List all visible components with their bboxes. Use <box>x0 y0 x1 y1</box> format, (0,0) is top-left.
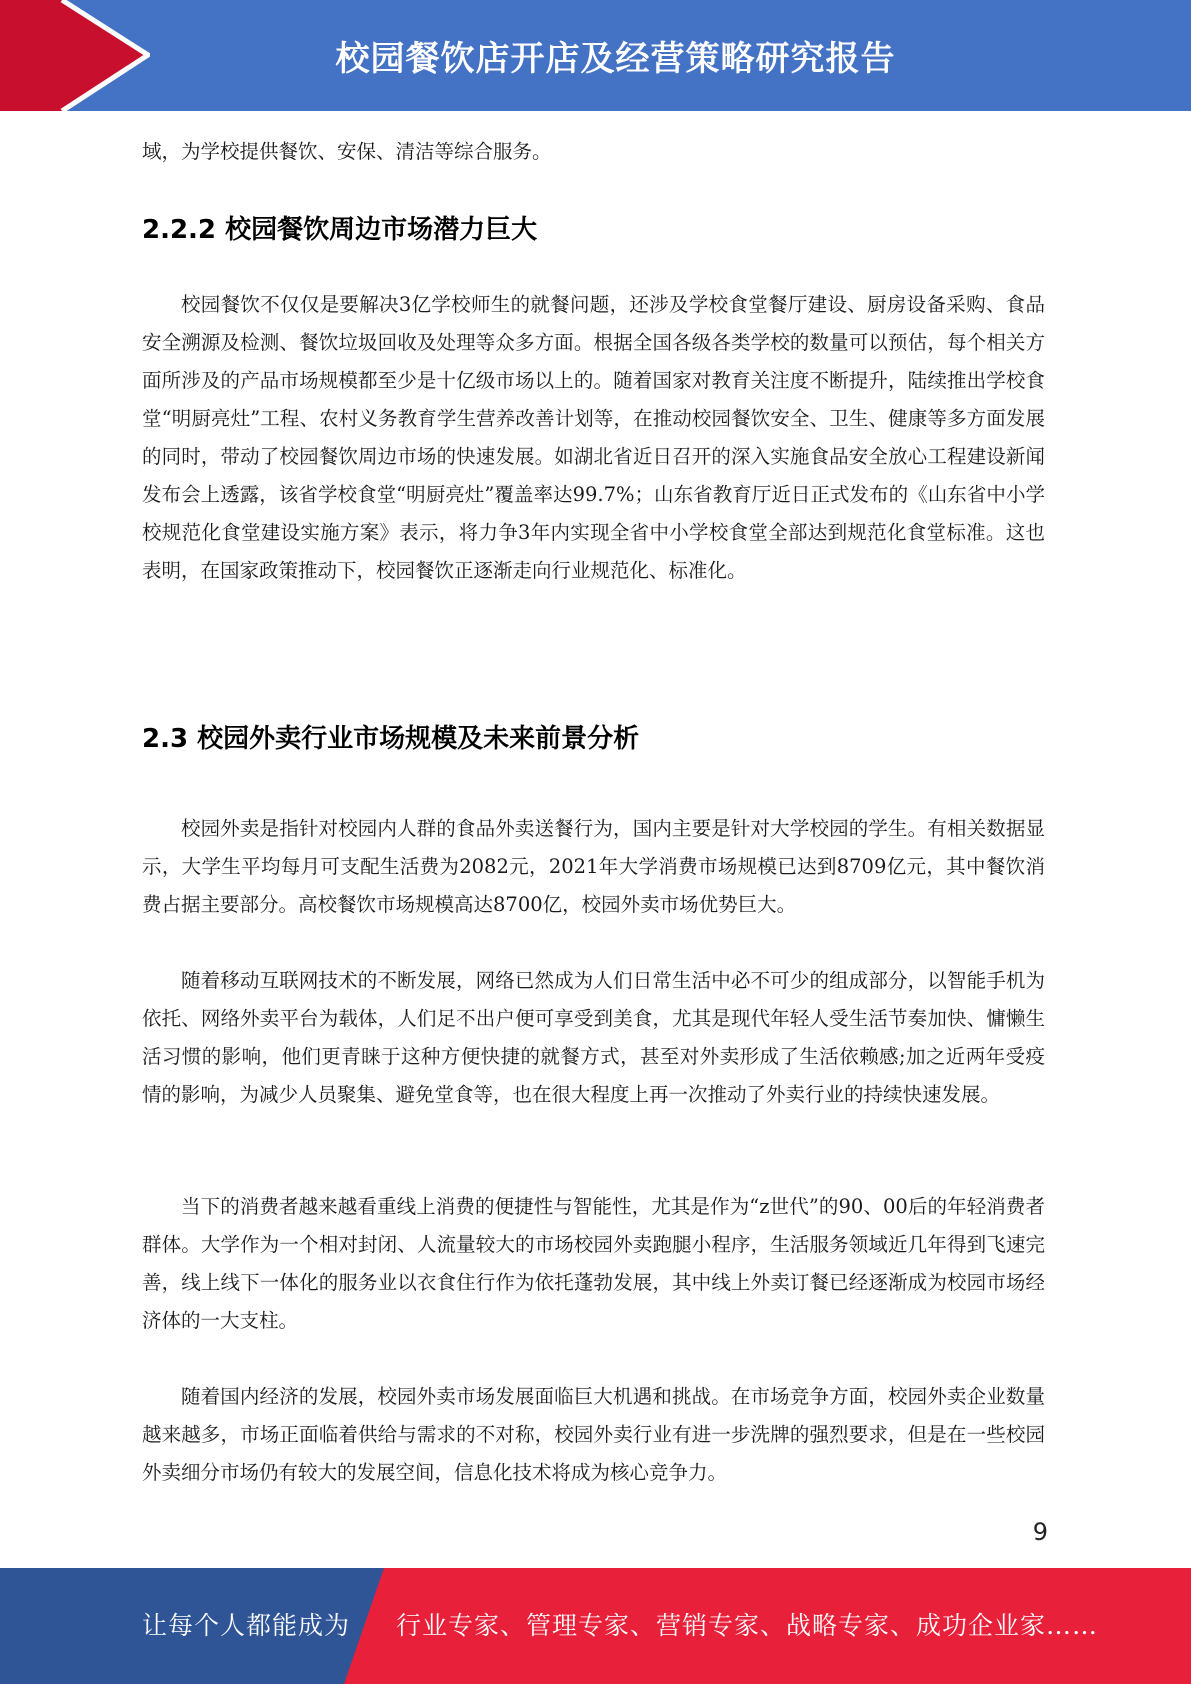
paragraph-2-3-3: 当下的消费者越来越看重线上消费的便捷性与智能性，尤其是作为“z世代”的90、00后的年轻消费者群体。大学作为一个相对封闭、人流量较大的市场校园外卖跑腿小程序，生活服务领域近几年得到飞速完善，线上线下一体化的服务业以衣食住行作为依托蓬勃发展，其中线上外卖订餐已经逐渐成为校园市场经济体的一大支柱。 <box>142 1195 1045 1332</box>
footer-slogan-left: 让每个人都能成为 <box>142 1611 351 1640</box>
paragraph-2-3-1: 校园外卖是指针对校园内人群的食品外卖送餐行为，国内主要是针对大学校园的学生。有相关数据显示，大学生平均每月可支配生活费为2082元，2021年大学消费市场规模已达到8709亿元，其中餐饮消费占据主要部分。高校餐饮市场规模高达8700亿，校园外卖市场优势巨大。 <box>142 817 1045 916</box>
header-arrow-decoration <box>0 0 150 111</box>
paragraph-2-3-2: 随着移动互联网技术的不断发展，网络已然成为人们日常生活中必不可少的组成部分，以智能手机为依托、网络外卖平台为载体，人们足不出户便可享受到美食，尤其是现代年轻人受生活节奏加快、慵懒生活习惯的影响，他们更青睐于这种方便快捷的就餐方式，甚至对外卖形成了生活依赖感;加之近两年受疫情的影响，为减少人员聚集、避免堂食等，也在很大程度上再一次推动了外卖行业的持续快速发展。 <box>142 969 1045 1106</box>
footer-slogan-right: 行业专家、管理专家、营销专家、战略专家、成功企业家…… <box>396 1611 1099 1640</box>
paragraph-continued: 域，为学校提供餐饮、安保、清洁等综合服务。 <box>142 140 552 163</box>
page-footer <box>0 1568 1191 1684</box>
paragraph-2-2-2: 校园餐饮不仅仅是要解决3亿学校师生的就餐问题，还涉及学校食堂餐厅建设、厨房设备采购、食品安全溯源及检测、餐饮垃圾回收及处理等众多方面。根据全国各级各类学校的数量可以预估，每个相关方面所涉及的产品市场规模都至少是十亿级市场以上的。随着国家对教育关注度不断提升，陆续推出学校食堂“明厨亮灶”工程、农村义务教育学生营养改善计划等，在推动校园餐饮安全、卫生、健康等多方面发展的同时，带动了校园餐饮周边市场的快速发展。如湖北省近日召开的深入实施食品安全放心工程建设新闻发布会上透露，该省学校食堂“明厨亮灶”覆盖率达99.7%；山东省教育厅近日正式发布的《山东省中小学校规范化食堂建设实施方案》表示，将力争3年内实现全省中小学校食堂全部达到规范化食堂标准。这也表明，在国家政策推动下，校园餐饮正逐渐走向行业规范化、标准化。 <box>142 293 1045 582</box>
section-heading-2-2-2: 2.2.2 校园餐饮周边市场潜力巨大 <box>142 215 538 245</box>
paragraph-2-3-4: 随着国内经济的发展，校园外卖市场发展面临巨大机遇和挑战。在市场竞争方面，校园外卖企业数量越来越多，市场正面临着供给与需求的不对称，校园外卖行业有进一步洗牌的强烈要求，但是在一些校园外卖细分市场仍有较大的发展空间，信息化技术将成为核心竞争力。 <box>142 1385 1045 1484</box>
page-header <box>0 0 1191 111</box>
report-title: 校园餐饮店开店及经营策略研究报告 <box>335 39 896 79</box>
section-heading-2-3: 2.3 校园外卖行业市场规模及未来前景分析 <box>142 724 640 754</box>
page-number: 9 <box>1032 1518 1048 1546</box>
